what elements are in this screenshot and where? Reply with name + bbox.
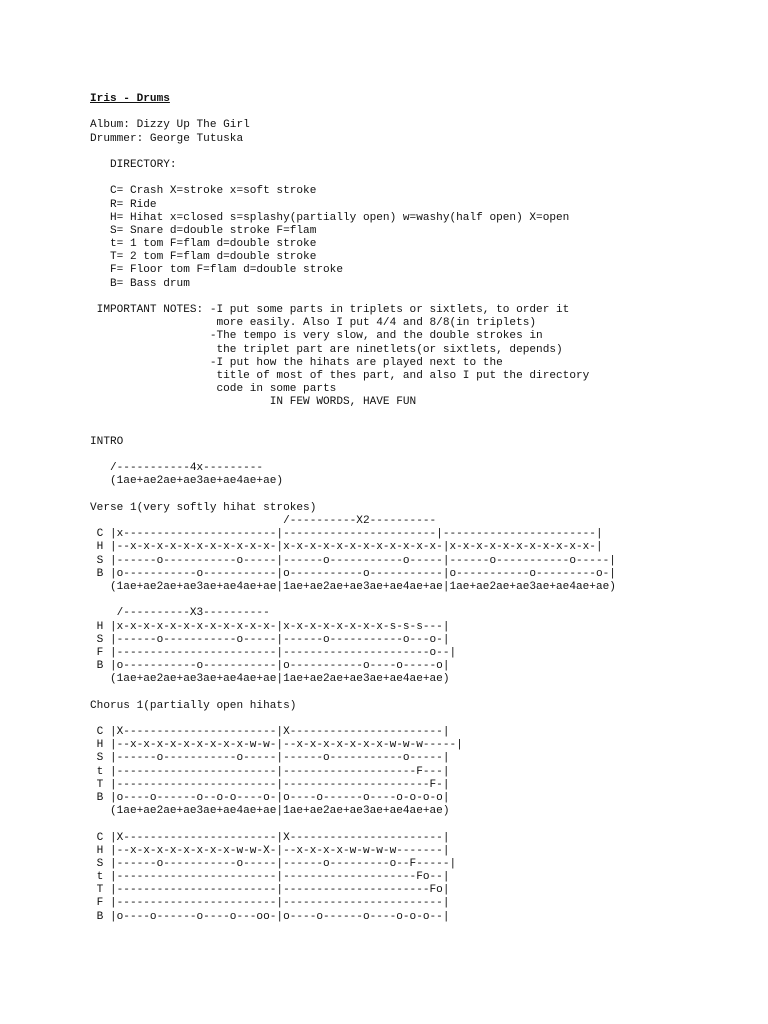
text-line bbox=[90, 713, 760, 726]
text-line: H |--x-x-x-x-x-x-x-x-w-w-X-|--x-x-x-x-w-w-w-w-------| bbox=[90, 844, 450, 857]
text-line: H |--x-x-x-x-x-x-x-x-x-x-x-|x-x-x-x-x-x-x-x-x-x-x-x-|x-x-x-x-x-x-x-x-x-x-x-| bbox=[90, 541, 603, 554]
text-line: B |o----o------o--o-o----o-|o----o------o----o-o-o-o| bbox=[90, 791, 450, 804]
text-line: C |X-----------------------|X-----------------------| bbox=[90, 831, 450, 844]
text-line: /----------X3---------- bbox=[90, 607, 270, 620]
text-line bbox=[90, 172, 760, 185]
text-line: t |------------------------|--------------------F---| bbox=[90, 765, 450, 778]
text-line: S |------o-----------o-----|------o-----------o---o-| bbox=[90, 633, 450, 646]
text-line: S |------o-----------o-----|------o-----------o-----| bbox=[90, 752, 450, 765]
text-line: (1ae+ae2ae+ae3ae+ae4ae+ae|1ae+ae2ae+ae3ae+ae4ae+ae) bbox=[90, 673, 450, 686]
text-line: (1ae+ae2ae+ae3ae+ae4ae+ae|1ae+ae2ae+ae3ae+ae4ae+ae) bbox=[90, 805, 450, 818]
text-line: t= 1 tom F=flam d=double stroke bbox=[90, 238, 317, 251]
text-line: H |--x-x-x-x-x-x-x-x-x-w-w-|--x-x-x-x-x-x-x-w-w-w-----| bbox=[90, 739, 463, 752]
text-line: B |o-----------o-----------|o-----------o-----------|o-----------o---------o-| bbox=[90, 567, 616, 580]
text-line: B |o----o------o----o---oo-|o----o------o----o-o-o--| bbox=[90, 910, 450, 923]
text-line: F |------------------------|------------------------| bbox=[90, 897, 450, 910]
document-body bbox=[90, 106, 760, 924]
text-line: C |X-----------------------|X-----------------------| bbox=[90, 726, 450, 738]
text-line bbox=[90, 410, 760, 423]
tab-document bbox=[90, 93, 760, 924]
text-line bbox=[90, 686, 760, 699]
text-line: /-----------4x--------- bbox=[90, 462, 264, 475]
text-line: S= Snare d=double stroke F=flam bbox=[90, 224, 317, 237]
text-line: C= Crash X=stroke x=soft stroke bbox=[90, 185, 317, 198]
text-line: Album: Dizzy Up The Girl bbox=[90, 119, 250, 132]
text-line: DIRECTORY: bbox=[90, 158, 177, 171]
text-line: t |------------------------|--------------------Fo--| bbox=[90, 871, 450, 884]
text-line: (1ae+ae2ae+ae3ae+ae4ae+ae|1ae+ae2ae+ae3ae+ae4ae+ae|1ae+ae2ae+ae3ae+ae4ae+ae) bbox=[90, 580, 616, 593]
text-line: /----------X2---------- bbox=[90, 515, 437, 527]
text-line: T |------------------------|----------------------Fo| bbox=[90, 884, 450, 897]
text-line bbox=[90, 146, 760, 159]
text-line bbox=[90, 291, 760, 304]
document-title: Iris - Drums bbox=[90, 93, 170, 105]
text-line: INTRO bbox=[90, 435, 124, 448]
text-line: H= Hihat x=closed s=splashy(partially open) w=washy(half open) X=open bbox=[90, 211, 570, 224]
text-line: T= 2 tom F=flam d=double stroke bbox=[90, 251, 317, 264]
text-line: F= Floor tom F=flam d=double stroke bbox=[90, 264, 343, 277]
text-line bbox=[90, 449, 760, 462]
text-line: R= Ride bbox=[90, 198, 157, 211]
text-line bbox=[90, 818, 760, 831]
text-line bbox=[90, 594, 760, 607]
text-line: IN FEW WORDS, HAVE FUN bbox=[90, 396, 417, 409]
text-line: more easily. Also I put 4/4 and 8/8(in triplets) bbox=[90, 317, 537, 330]
text-line: T |------------------------|----------------------F-| bbox=[90, 778, 450, 791]
text-line bbox=[90, 489, 760, 502]
text-line: S |------o-----------o-----|------o---------o--F-----| bbox=[90, 857, 457, 870]
text-line: F |------------------------|----------------------o--| bbox=[90, 646, 457, 659]
text-line: code in some parts bbox=[90, 383, 337, 396]
text-line: -The tempo is very slow, and the double strokes in bbox=[90, 330, 543, 343]
text-line: Verse 1(very softly hihat strokes) bbox=[90, 501, 317, 514]
text-line: C |x-----------------------|-----------------------|-----------------------| bbox=[90, 528, 603, 541]
text-line: title of most of thes part, and also I put the directory bbox=[90, 369, 590, 382]
text-line bbox=[90, 106, 760, 119]
text-line: the triplet part are ninetlets(or sixtlets, depends) bbox=[90, 343, 563, 356]
text-line: (1ae+ae2ae+ae3ae+ae4ae+ae) bbox=[90, 475, 284, 488]
text-line: Drummer: George Tutuska bbox=[90, 132, 244, 145]
text-line: -I put how the hihats are played next to the bbox=[90, 356, 503, 369]
text-line: Chorus 1(partially open hihats) bbox=[90, 699, 297, 712]
text-line: IMPORTANT NOTES: -I put some parts in triplets or sixtlets, to order it bbox=[90, 304, 570, 316]
text-line: H |x-x-x-x-x-x-x-x-x-x-x-x-|x-x-x-x-x-x-x-x-s-s-s---| bbox=[90, 620, 450, 633]
text-line: S |------o-----------o-----|------o-----------o-----|------o-----------o-----| bbox=[90, 554, 616, 567]
text-line: B |o-----------o-----------|o-----------o----o-----o| bbox=[90, 660, 450, 673]
text-line: B= Bass drum bbox=[90, 277, 190, 290]
text-line bbox=[90, 423, 760, 436]
